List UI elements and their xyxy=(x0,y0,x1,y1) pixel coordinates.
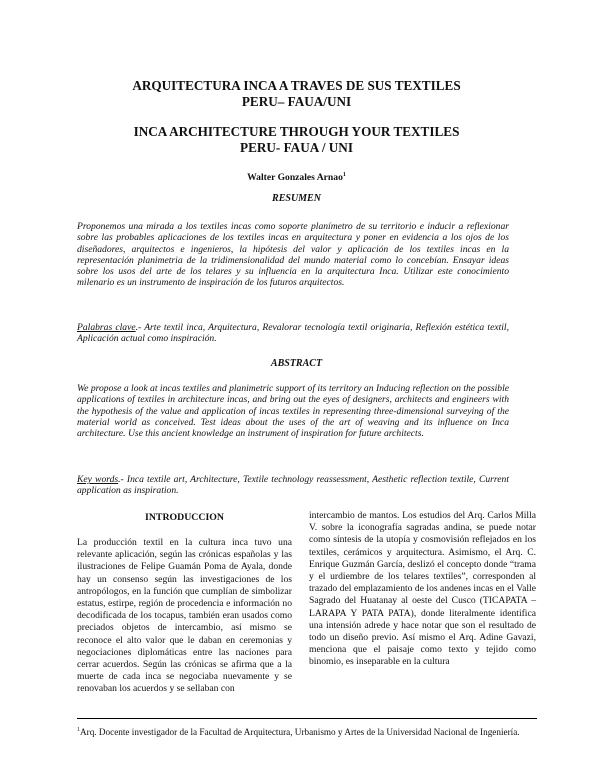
palabras-clave xyxy=(77,322,509,345)
footnote-rule xyxy=(77,718,537,719)
palabras-clave-text: .- Arte textil inca, Arquitectura, Revalorar tecnología textil originaria, Reflexión estética textil, Aplicación actual como inspiración. xyxy=(77,322,509,345)
key-words xyxy=(77,474,509,497)
intro-left-column: La producción textil en la cultura inca tuvo una relevante aplicación, según las crónicas españolas y las ilustraciones de Felipe Guamán Poma de Ayala, donde hay un consenso según las investigaciones de los antropólogos, en la función que cumplían de simbolizar estatus, estirpe, región de procedencia e información no decodificada de los tocapus, también eran usados como preciados objetos de intercambio, así mismo se reconoce el alto valor que le daban en ceremonias y negociaciones diplomáticas entre las naciones para cerrar acuerdos. Según las crónicas se afirma que a la muerte de cada inca se negociaba nuevamente y se renovaban los acuerdos y se sellaban con xyxy=(77,537,292,695)
resumen-paragraph: Proponemos una mirada a los textiles incas como soporte planímetro de su territorio e inducir a reflexionar sobre las probables aplicaciones de los textiles incas en arquitectura y poner en evidencia a los ojos de los diseñadores, arquitectos e ingenieros, la hipótesis del valor y aplicación de los textiles incas en la representación planimetria de la tridimensionalidad del mundo material como lo concebían. Ensayar ideas sobre los usos del arte de los telares y su influencia en la arquitectura Inca. Utilizar este conocimiento milenario es un instrumento de inspiración de los futuros arquitectos. xyxy=(77,221,509,289)
author-line xyxy=(0,172,593,183)
footnote-mark: 1 xyxy=(77,727,80,733)
resumen-heading: RESUMEN xyxy=(272,193,321,204)
key-words-label: Key words xyxy=(77,474,119,485)
footnote xyxy=(77,724,537,738)
abstract-heading: ABSTRACT xyxy=(270,358,323,369)
intro-right-column: intercambio de mantos. Los estudios del Arq. Carlos Milla V. sobre la iconografía sagradas andina, se puede notar como síntesis de la utopía y cosmovisión reflejados en los textiles, cerámicos y arquitectura. Asimismo, el Arq. C. Enrique Guzmán García, deslizó el concepto donde “trama y el urdiembre de los telares textiles”, corresponden al trazado del emplazamiento de los andenes incas en el Valle Sagrado del Huatanay al oeste del Cusco (TICAPATA – LARAPA Y PATA PATA), donde literalmente identifica una intensión adrede y hace notar que son el resultado de todo un diseño previo. Así mismo el Arq. Adine Gavazi, menciona que el paisaje como texto y tejido como binomio, es inseparable en la cultura xyxy=(309,510,536,668)
key-words-text: .- Inca textile art, Architecture, Textile technology reassessment, Aesthetic reflection textile, Current application as inspiration. xyxy=(77,474,509,497)
title-english-line2: PERU- FAUA / UNI xyxy=(240,140,353,155)
title-spanish-line1: ARQUITECTURA INCA A TRAVES DE SUS TEXTILES xyxy=(132,78,461,93)
introduccion-heading: INTRODUCCION xyxy=(145,512,224,523)
author-footnote-mark: 1 xyxy=(342,172,346,178)
footnote-text: Arq. Docente investigador de la Facultad de Arquitectura, Urbanismo y Artes de la Universidad Nacional de Ingeniería. xyxy=(80,727,520,738)
title-spanish xyxy=(0,78,593,110)
title-english-line1: INCA ARCHITECTURE THROUGH YOUR TEXTILES xyxy=(133,124,460,139)
abstract-paragraph: We propose a look at incas textiles and planimetric support of its territory an Inducing reflection on the possible applications of textiles in architecture incas, and bring out the eyes of designers, architects and engineers with the hypothesis of the value and application of incas textiles in representing three-dimensional surveying of the material world as conceived. Test ideas about the uses of the art of weaving and its influence on Inca architecture. Use this ancient knowledge an instrument of inspiration for future architects. xyxy=(77,383,509,440)
title-spanish-line2: PERU– FAUA/UNI xyxy=(241,94,352,109)
palabras-clave-label: Palabras clave xyxy=(77,322,136,333)
title-english xyxy=(0,124,593,156)
author-name: Walter Gonzales Arnao xyxy=(247,172,343,184)
